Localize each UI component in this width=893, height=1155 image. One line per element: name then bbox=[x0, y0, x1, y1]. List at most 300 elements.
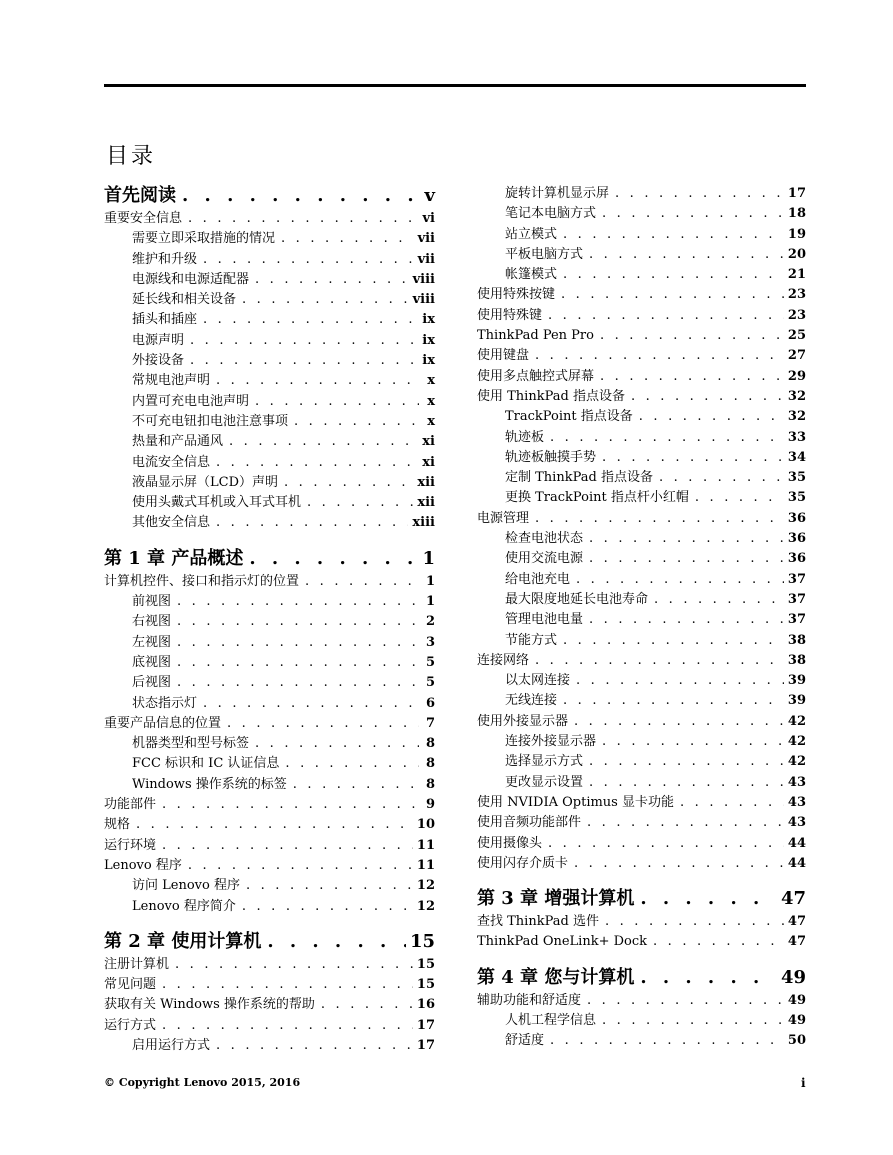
toc-entry-title: 延长线和相关设备 bbox=[132, 292, 237, 308]
toc-entry-page: 44 bbox=[787, 835, 806, 851]
toc-entry-page: 5 bbox=[425, 675, 435, 691]
dot-leader bbox=[255, 392, 419, 412]
toc-entry-page: vi bbox=[422, 211, 435, 226]
toc-chapter-entry[interactable] bbox=[477, 887, 806, 911]
toc-entry-title: 运行环境 bbox=[104, 837, 157, 853]
toc-entry-title: 第 4 章 您与计算机 bbox=[477, 966, 635, 988]
toc-entry-page: 37 bbox=[787, 591, 806, 607]
toc-entry-page: 2 bbox=[425, 614, 435, 630]
toc-entry-title: 电源线和电源适配器 bbox=[132, 271, 250, 287]
toc-entry[interactable] bbox=[104, 714, 435, 734]
toc-entry-title: FCC 标识和 IC 认证信息 bbox=[132, 756, 280, 772]
dot-leader bbox=[602, 1011, 784, 1031]
dot-leader bbox=[602, 204, 784, 224]
toc-entry[interactable] bbox=[477, 285, 806, 305]
toc-entry-page: 17 bbox=[416, 1037, 435, 1053]
toc-entry-page: 1 bbox=[425, 594, 435, 610]
toc-entry-title: ThinkPad Pen Pro bbox=[477, 328, 594, 344]
toc-entry-title: 无线连接 bbox=[505, 693, 558, 709]
dot-leader bbox=[216, 513, 408, 533]
toc-entry[interactable] bbox=[104, 290, 435, 310]
toc-entry-page: 17 bbox=[416, 1017, 435, 1033]
toc-entry-title: 左视图 bbox=[132, 634, 172, 650]
toc-entry[interactable] bbox=[477, 204, 806, 224]
toc-entry[interactable] bbox=[104, 836, 435, 856]
toc-entry-page: 18 bbox=[787, 206, 806, 222]
toc-entry[interactable] bbox=[477, 912, 806, 932]
toc-entry-page: 6 bbox=[425, 695, 435, 711]
toc-entry[interactable] bbox=[477, 610, 806, 630]
dot-leader bbox=[587, 991, 784, 1011]
dot-leader bbox=[602, 448, 784, 468]
toc-entry-page: 49 bbox=[787, 992, 806, 1008]
dot-leader bbox=[267, 930, 406, 954]
toc-entry-title: 舒适度 bbox=[505, 1033, 545, 1049]
toc-entry[interactable] bbox=[104, 995, 435, 1015]
dot-leader bbox=[639, 407, 784, 427]
toc-entry-page: 32 bbox=[787, 409, 806, 425]
toc-entry-title: 轨迹板触摸手势 bbox=[505, 449, 597, 465]
toc-entry[interactable] bbox=[104, 229, 435, 249]
toc-entry-title: 电源声明 bbox=[132, 332, 185, 348]
toc-entry-page: 5 bbox=[425, 654, 435, 670]
toc-entry-title: 外接设备 bbox=[132, 353, 185, 369]
toc-entry-title: 获取有关 Windows 操作系统的帮助 bbox=[104, 997, 315, 1013]
toc-entry[interactable] bbox=[104, 876, 435, 896]
toc-entry[interactable] bbox=[104, 653, 435, 673]
dot-leader bbox=[589, 245, 784, 265]
toc-entry-page: viii bbox=[412, 292, 435, 308]
dot-leader bbox=[294, 412, 419, 432]
toc-entry-title: 给电池充电 bbox=[505, 571, 571, 587]
dot-leader bbox=[307, 493, 413, 513]
dot-leader bbox=[281, 229, 414, 249]
toc-entry-title: 热量和产品通风 bbox=[132, 434, 224, 450]
toc-entry-title: 使用闪存介质卡 bbox=[477, 855, 569, 871]
dot-leader bbox=[203, 310, 418, 330]
toc-entry-title: 使用特殊键 bbox=[477, 307, 543, 323]
toc-entry[interactable] bbox=[477, 712, 806, 732]
toc-entry-page: 23 bbox=[787, 307, 806, 323]
dot-leader bbox=[680, 793, 784, 813]
toc-entry-title: 人机工程学信息 bbox=[505, 1012, 597, 1028]
toc-entry-title: 使用特殊按键 bbox=[477, 287, 556, 303]
toc-entry-page: 15 bbox=[416, 956, 435, 972]
toc-entry[interactable] bbox=[477, 265, 806, 285]
toc-entry[interactable] bbox=[477, 793, 806, 813]
toc-entry-page: ix bbox=[422, 353, 435, 369]
dot-leader bbox=[576, 671, 784, 691]
toc-entry-page: xiii bbox=[412, 515, 435, 531]
toc-entry-page: ix bbox=[422, 312, 435, 328]
toc-entry[interactable] bbox=[477, 387, 806, 407]
toc-entry[interactable] bbox=[477, 529, 806, 549]
page-title: 目录 bbox=[106, 143, 157, 169]
toc-entry-title: 使用交流电源 bbox=[505, 551, 584, 567]
toc-entry-page: 37 bbox=[787, 612, 806, 628]
toc-entry[interactable] bbox=[477, 367, 806, 387]
toc-entry-page: 36 bbox=[787, 510, 806, 526]
toc-entry-page: 17 bbox=[787, 186, 806, 201]
toc-entry-title: 连接外接显示器 bbox=[505, 734, 597, 750]
toc-entry-page: 15 bbox=[409, 930, 435, 952]
toc-entry[interactable] bbox=[104, 815, 435, 835]
toc-entry[interactable] bbox=[104, 250, 435, 270]
toc-entry-title: Lenovo 程序 bbox=[104, 857, 182, 873]
toc-entry-page: 11 bbox=[416, 837, 435, 853]
toc-entry-page: 27 bbox=[787, 348, 806, 364]
dot-leader bbox=[605, 912, 784, 932]
toc-entry-page: xi bbox=[422, 454, 435, 470]
toc-entry[interactable] bbox=[477, 488, 806, 508]
toc-entry[interactable] bbox=[477, 732, 806, 752]
toc-entry[interactable] bbox=[104, 371, 435, 391]
toc-entry-title: 内置可充电电池声明 bbox=[132, 393, 250, 409]
toc-entry-page: 11 bbox=[416, 857, 435, 873]
dot-leader bbox=[548, 306, 784, 326]
toc-entry[interactable] bbox=[104, 493, 435, 513]
dot-leader bbox=[589, 610, 784, 630]
toc-chapter-entry[interactable] bbox=[477, 966, 806, 990]
dot-leader bbox=[162, 1016, 413, 1036]
toc-entry[interactable] bbox=[477, 932, 806, 952]
toc-entry[interactable] bbox=[104, 1016, 435, 1036]
toc-entry[interactable] bbox=[104, 975, 435, 995]
dot-leader bbox=[242, 897, 413, 917]
toc-entry-title: 使用摄像头 bbox=[477, 835, 543, 851]
toc-entry-title: 电源管理 bbox=[477, 510, 530, 526]
dot-leader bbox=[255, 270, 409, 290]
toc-entry-page: 7 bbox=[425, 715, 435, 731]
toc-entry-page: v bbox=[424, 185, 435, 206]
toc-entry-page: 1 bbox=[422, 547, 435, 569]
toc-entry-page: ix bbox=[422, 332, 435, 348]
toc-entry-page: 42 bbox=[787, 734, 806, 750]
dot-leader bbox=[188, 209, 418, 229]
toc-entry-page: xi bbox=[422, 434, 435, 450]
toc-entry-title: 访问 Lenovo 程序 bbox=[132, 878, 240, 894]
dot-leader bbox=[190, 351, 418, 371]
toc-entry-title: 第 1 章 产品概述 bbox=[104, 547, 244, 569]
toc-entry[interactable] bbox=[104, 473, 435, 493]
toc-entry-page: 39 bbox=[787, 673, 806, 689]
toc-entry-page: 42 bbox=[787, 754, 806, 770]
toc-entry[interactable] bbox=[477, 346, 806, 366]
toc-entry-page: 38 bbox=[787, 652, 806, 668]
toc-entry-title: 前视图 bbox=[132, 594, 172, 610]
dot-leader bbox=[600, 326, 784, 346]
toc-entry-page: 35 bbox=[787, 470, 806, 486]
dot-leader bbox=[162, 836, 413, 856]
dot-leader bbox=[216, 453, 418, 473]
toc-entry[interactable] bbox=[477, 225, 806, 245]
toc-right-column bbox=[477, 184, 806, 1052]
toc-entry-title: 笔记本电脑方式 bbox=[505, 206, 597, 222]
toc-entry-title: 辅助功能和舒适度 bbox=[477, 992, 582, 1008]
toc-entry-title: 节能方式 bbox=[505, 632, 558, 648]
dot-leader bbox=[190, 331, 418, 351]
header-rule bbox=[104, 84, 806, 87]
dot-leader bbox=[548, 834, 784, 854]
toc-entry[interactable] bbox=[477, 448, 806, 468]
toc-entry-title: Lenovo 程序简介 bbox=[132, 898, 236, 914]
toc-entry-title: 使用音频功能部件 bbox=[477, 815, 582, 831]
toc-entry-title: 平板电脑方式 bbox=[505, 246, 584, 262]
toc-entry-page: x bbox=[427, 413, 435, 429]
toc-entry[interactable] bbox=[477, 813, 806, 833]
toc-entry-title: 使用 NVIDIA Optimus 显卡功能 bbox=[477, 794, 674, 810]
toc-entry-page: 16 bbox=[416, 997, 435, 1013]
toc-entry[interactable] bbox=[104, 513, 435, 533]
toc-entry[interactable] bbox=[104, 432, 435, 452]
toc-entry-page: 47 bbox=[787, 934, 806, 950]
toc-entry-title: 常见问题 bbox=[104, 977, 157, 993]
toc-entry[interactable] bbox=[477, 651, 806, 671]
dot-leader bbox=[589, 773, 784, 793]
toc-entry-page: 42 bbox=[787, 713, 806, 729]
toc-entry-page: 8 bbox=[425, 756, 435, 772]
toc-chapter-entry[interactable] bbox=[104, 184, 435, 208]
toc-entry[interactable] bbox=[104, 754, 435, 774]
dot-leader bbox=[255, 734, 419, 754]
dot-leader bbox=[177, 612, 419, 632]
toc-entry-page: x bbox=[427, 373, 435, 389]
dot-leader bbox=[615, 184, 784, 204]
toc-entry-title: 重要产品信息的位置 bbox=[104, 715, 222, 731]
toc-entry[interactable] bbox=[104, 270, 435, 290]
dot-leader bbox=[640, 887, 777, 911]
toc-entry-page: 43 bbox=[787, 794, 806, 810]
toc-entry-title: 重要安全信息 bbox=[104, 211, 183, 226]
toc-entry-title: 管理电池电量 bbox=[505, 612, 584, 628]
toc-entry[interactable] bbox=[477, 671, 806, 691]
toc-entry-title: 液晶显示屏（LCD）声明 bbox=[132, 474, 279, 490]
toc-entry[interactable] bbox=[104, 694, 435, 714]
toc-entry-page: x bbox=[427, 393, 435, 409]
toc-entry-title: 规格 bbox=[104, 817, 131, 833]
toc-entry-title: 检查电池状态 bbox=[505, 531, 584, 547]
toc-entry-page: 15 bbox=[416, 977, 435, 993]
toc-entry[interactable] bbox=[477, 631, 806, 651]
dot-leader bbox=[246, 876, 413, 896]
toc-entry-title: 运行方式 bbox=[104, 1017, 157, 1033]
toc-entry-page: 23 bbox=[787, 287, 806, 303]
dot-leader bbox=[563, 265, 784, 285]
toc-entry-title: 注册计算机 bbox=[104, 956, 170, 972]
dot-leader bbox=[535, 651, 784, 671]
toc-entry-page: 9 bbox=[425, 797, 435, 813]
dot-leader bbox=[285, 754, 419, 774]
dot-leader bbox=[177, 633, 419, 653]
toc-entry[interactable] bbox=[477, 773, 806, 793]
toc-entry[interactable] bbox=[477, 1031, 806, 1051]
toc-entry-page: 39 bbox=[787, 693, 806, 709]
toc-entry[interactable] bbox=[477, 854, 806, 874]
toc-entry-page: 38 bbox=[787, 632, 806, 648]
toc-entry[interactable] bbox=[104, 310, 435, 330]
dot-leader bbox=[589, 752, 784, 772]
toc-entry-page: 50 bbox=[787, 1033, 806, 1049]
toc-entry[interactable] bbox=[477, 468, 806, 488]
toc-entry[interactable] bbox=[104, 897, 435, 917]
toc-entry[interactable] bbox=[477, 590, 806, 610]
toc-entry-title: 右视图 bbox=[132, 614, 172, 630]
dot-leader bbox=[203, 250, 414, 270]
toc-entry-page: 36 bbox=[787, 551, 806, 567]
dot-leader bbox=[659, 468, 784, 488]
toc-entry-page: 36 bbox=[787, 531, 806, 547]
dot-leader bbox=[563, 691, 784, 711]
toc-entry[interactable] bbox=[477, 570, 806, 590]
toc-entry-title: 站立模式 bbox=[505, 226, 558, 242]
toc-entry[interactable] bbox=[477, 428, 806, 448]
dot-leader bbox=[600, 367, 784, 387]
toc-entry-title: Windows 操作系统的标签 bbox=[132, 776, 287, 792]
toc-entry[interactable] bbox=[104, 673, 435, 693]
toc-entry-title: 使用键盘 bbox=[477, 348, 530, 364]
toc-entry-title: 功能部件 bbox=[104, 797, 157, 813]
dot-leader bbox=[162, 795, 419, 815]
toc-entry-title: TrackPoint 指点设备 bbox=[505, 409, 633, 425]
toc-entry[interactable] bbox=[104, 795, 435, 815]
toc-entry[interactable] bbox=[477, 245, 806, 265]
toc-entry[interactable] bbox=[104, 351, 435, 371]
dot-leader bbox=[177, 592, 419, 612]
dot-leader bbox=[574, 854, 784, 874]
toc-entry-page: vii bbox=[417, 231, 435, 247]
toc-entry-title: 维护和升级 bbox=[132, 251, 198, 267]
toc-entry[interactable] bbox=[477, 407, 806, 427]
dot-leader bbox=[535, 509, 784, 529]
toc-entry[interactable] bbox=[104, 775, 435, 795]
toc-entry[interactable] bbox=[104, 734, 435, 754]
toc-entry[interactable] bbox=[104, 392, 435, 412]
toc-entry[interactable] bbox=[104, 572, 435, 592]
toc-entry[interactable] bbox=[477, 1011, 806, 1031]
dot-leader bbox=[561, 285, 784, 305]
toc-entry[interactable] bbox=[477, 306, 806, 326]
dot-leader bbox=[550, 428, 784, 448]
dot-leader bbox=[587, 813, 784, 833]
dot-leader bbox=[640, 966, 777, 990]
toc-entry[interactable] bbox=[477, 184, 806, 204]
toc-entry[interactable] bbox=[104, 453, 435, 473]
toc-entry-page: 43 bbox=[787, 774, 806, 790]
dot-leader bbox=[229, 432, 418, 452]
toc-entry-title: 启用运行方式 bbox=[132, 1037, 211, 1053]
toc-entry-title: 更换 TrackPoint 指点杆小红帽 bbox=[505, 490, 689, 506]
dot-leader bbox=[175, 955, 413, 975]
dot-leader bbox=[574, 712, 784, 732]
toc-entry-title: 电流安全信息 bbox=[132, 454, 211, 470]
toc-entry-title: 选择显示方式 bbox=[505, 754, 584, 770]
toc-entry-title: 计算机控件、接口和指示灯的位置 bbox=[104, 573, 300, 589]
toc-entry-page: 12 bbox=[416, 878, 435, 894]
toc-entry[interactable] bbox=[104, 1036, 435, 1056]
toc-entry-title: 查找 ThinkPad 选件 bbox=[477, 914, 599, 930]
toc-entry[interactable] bbox=[104, 412, 435, 432]
page-number: i bbox=[801, 1076, 806, 1090]
dot-leader bbox=[576, 570, 784, 590]
toc-entry[interactable] bbox=[104, 856, 435, 876]
toc-entry-title: 帐篷模式 bbox=[505, 267, 558, 283]
dot-leader bbox=[136, 815, 413, 835]
toc-entry-page: 49 bbox=[787, 1012, 806, 1028]
toc-entry-page: 35 bbox=[787, 490, 806, 506]
dot-leader bbox=[203, 694, 419, 714]
toc-entry-page: xii bbox=[417, 495, 435, 511]
toc-entry-title: 机器类型和型号标签 bbox=[132, 736, 250, 752]
toc-entry-title: 旋转计算机显示屏 bbox=[505, 186, 610, 201]
dot-leader bbox=[321, 995, 413, 1015]
toc-entry[interactable] bbox=[477, 834, 806, 854]
dot-leader bbox=[216, 1036, 413, 1056]
toc-entry-page: 21 bbox=[787, 267, 806, 283]
toc-entry-title: ThinkPad OneLink+ Dock bbox=[477, 934, 648, 950]
toc-entry-page: viii bbox=[412, 271, 435, 287]
toc-entry-page: vii bbox=[417, 251, 435, 267]
toc-entry-title: 插头和插座 bbox=[132, 312, 198, 328]
toc-entry[interactable] bbox=[477, 326, 806, 346]
dot-leader bbox=[563, 225, 784, 245]
toc-entry[interactable] bbox=[104, 331, 435, 351]
toc-entry[interactable] bbox=[477, 549, 806, 569]
toc-entry-title: 使用头戴式耳机或入耳式耳机 bbox=[132, 495, 302, 511]
toc-entry[interactable] bbox=[104, 209, 435, 229]
dot-leader bbox=[162, 975, 413, 995]
toc-entry[interactable] bbox=[104, 633, 435, 653]
toc-entry-title: 需要立即采取措施的情况 bbox=[132, 231, 276, 247]
toc-entry[interactable] bbox=[104, 955, 435, 975]
toc-entry-title: 第 2 章 使用计算机 bbox=[104, 930, 262, 952]
toc-entry[interactable] bbox=[477, 691, 806, 711]
toc-entry-title: 不可充电钮扣电池注意事项 bbox=[132, 413, 289, 429]
toc-entry-title: 常规电池声明 bbox=[132, 373, 211, 389]
toc-entry-title: 使用 ThinkPad 指点设备 bbox=[477, 388, 625, 404]
dot-leader bbox=[563, 631, 784, 651]
toc-entry[interactable] bbox=[477, 991, 806, 1011]
toc-entry[interactable] bbox=[104, 592, 435, 612]
dot-leader bbox=[602, 732, 784, 752]
toc-entry-title: 轨迹板 bbox=[505, 429, 545, 445]
toc-entry-page: 1 bbox=[425, 573, 435, 589]
toc-entry-page: 25 bbox=[787, 328, 806, 344]
dot-leader bbox=[188, 856, 413, 876]
toc-chapter-entry[interactable] bbox=[104, 547, 435, 571]
toc-entry-page: 29 bbox=[787, 368, 806, 384]
dot-leader bbox=[535, 346, 784, 366]
toc-left-column bbox=[104, 184, 435, 1056]
toc-entry-page: 3 bbox=[425, 634, 435, 650]
toc-entry-page: 34 bbox=[787, 449, 806, 465]
dot-leader bbox=[654, 590, 784, 610]
copyright-notice: © Copyright Lenovo 2015, 2016 bbox=[104, 1076, 301, 1089]
toc-chapter-entry[interactable] bbox=[104, 930, 435, 954]
toc-entry-page: 49 bbox=[780, 966, 806, 988]
dot-leader bbox=[695, 488, 784, 508]
toc-entry-title: 状态指示灯 bbox=[132, 695, 198, 711]
toc-entry[interactable] bbox=[104, 612, 435, 632]
toc-entry[interactable] bbox=[477, 752, 806, 772]
toc-entry-title: 以太网连接 bbox=[505, 673, 571, 689]
dot-leader bbox=[550, 1031, 784, 1051]
dot-leader bbox=[227, 714, 419, 734]
toc-entry[interactable] bbox=[477, 509, 806, 529]
dot-leader bbox=[284, 473, 413, 493]
toc-entry-page: 12 bbox=[416, 898, 435, 914]
toc-entry-title: 第 3 章 增强计算机 bbox=[477, 888, 635, 910]
toc-entry-page: 37 bbox=[787, 571, 806, 587]
